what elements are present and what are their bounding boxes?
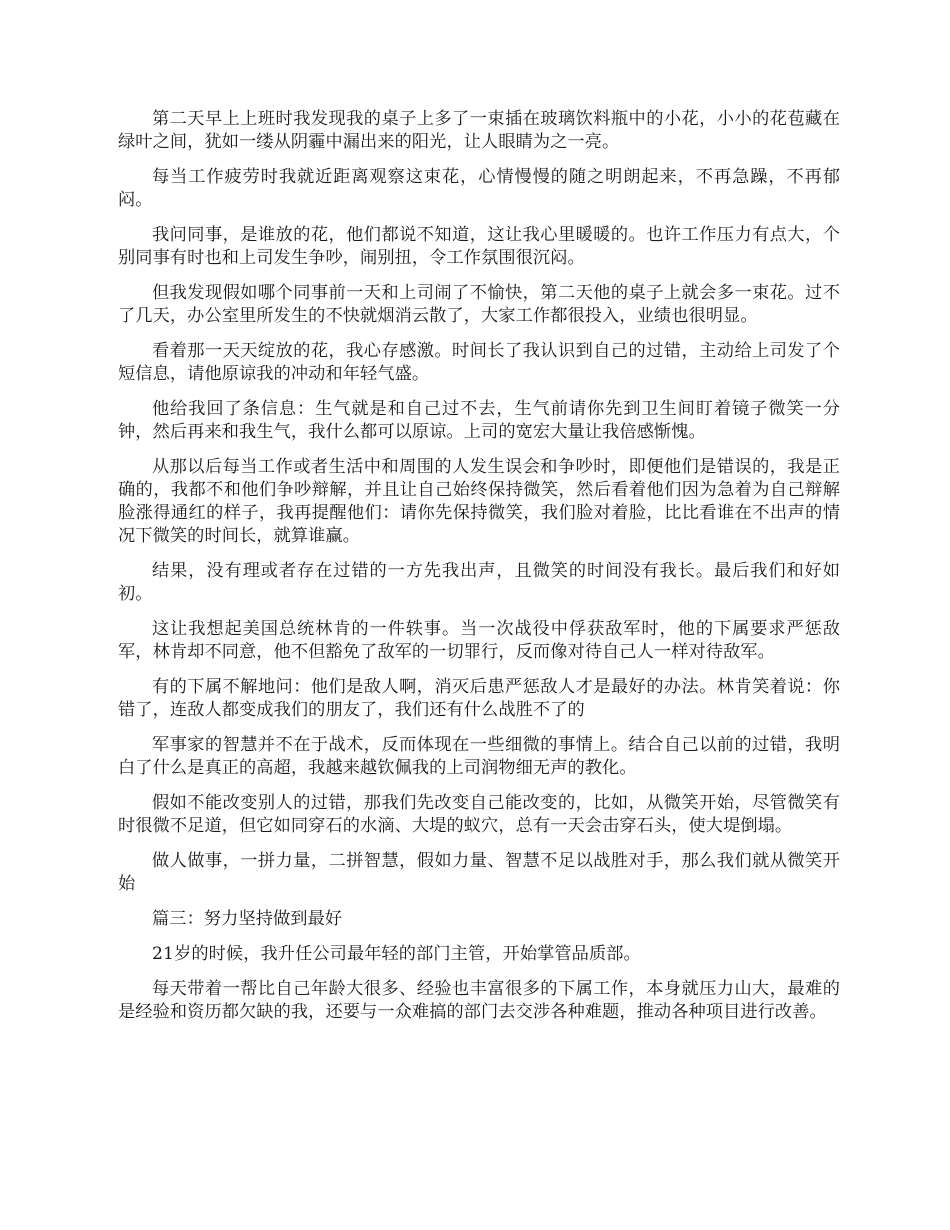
paragraph: 结果，没有理或者存在过错的一方先我出声，且微笑的时间没有我长。最后我们和好如初。 bbox=[118, 561, 840, 604]
paragraph: 从那以后每当工作或者生活中和周围的人发生误会和争吵时，即便他们是错误的，我是正确的，我都不和他们争吵辩解，并且让自己始终保持微笑，然后看着他们因为急着为自己辩解脸涨得通红的样子，我再提醒他们：请你先保持微笑，我们脸对着脸，比比看谁在不出声的情况下微笑的时间长，就算谁赢。 bbox=[118, 457, 840, 546]
paragraph: 假如不能改变别人的过错，那我们先改变自己能改变的，比如，从微笑开始，尽管微笑有时很微不足道，但它如同穿石的水滴、大堤的蚁穴，总有一天会击穿石头，使大堤倒塌。 bbox=[118, 793, 840, 836]
paragraph: 他给我回了条信息：生气就是和自己过不去，生气前请你先到卫生间盯着镜子微笑一分钟，然后再来和我生气，我什么都可以原谅。上司的宽宏大量让我倍感惭愧。 bbox=[118, 399, 840, 442]
paragraph: 这让我想起美国总统林肯的一件轶事。当一次战役中俘获敌军时，他的下属要求严惩敌军，林肯却不同意，他不但豁免了敌军的一切罪行，反而像对待自己人一样对待敌军。 bbox=[118, 619, 840, 662]
paragraph: 做人做事，一拼力量，二拼智慧，假如力量、智慧不足以战胜对手，那么我们就从微笑开始 bbox=[118, 851, 840, 894]
paragraph: 我问同事，是谁放的花，他们都说不知道，这让我心里暖暖的。也许工作压力有点大，个别同事有时也和上司发生争吵，闹别扭，令工作氛围很沉闷。 bbox=[118, 225, 840, 268]
paragraph: 每当工作疲劳时我就近距离观察这束花，心情慢慢的随之明朗起来，不再急躁，不再郁闷。 bbox=[118, 167, 840, 210]
paragraph: 军事家的智慧并不在于战术，反而体现在一些细微的事情上。结合自己以前的过错，我明白了什么是真正的高超，我越来越钦佩我的上司润物细无声的教化。 bbox=[118, 735, 840, 778]
paragraph: 但我发现假如哪个同事前一天和上司闹了不愉快，第二天他的桌子上就会多一束花。过不了几天，办公室里所发生的不快就烟消云散了，大家工作都很投入，业绩也很明显。 bbox=[118, 283, 840, 326]
paragraph: 每天带着一帮比自己年龄大很多、经验也丰富很多的下属工作，本身就压力山大，最难的是经验和资历都欠缺的我，还要与一众难搞的部门去交涉各种难题，推动各种项目进行改善。 bbox=[118, 979, 840, 1022]
document-body bbox=[118, 108, 840, 1036]
paragraph: 21岁的时候，我升任公司最年轻的部门主管，开始掌管品质部。 bbox=[152, 944, 641, 964]
paragraph: 有的下属不解地问：他们是敌人啊，消灭后患严惩敌人才是最好的办法。林肯笑着说：你错了，连敌人都变成我们的朋友了，我们还有什么战胜不了的 bbox=[118, 677, 840, 720]
paragraph: 看着那一天天绽放的花，我心存感激。时间长了我认识到自己的过错，主动给上司发了个短信息，请他原谅我的冲动和年轻气盛。 bbox=[118, 341, 840, 384]
paragraph: 第二天早上上班时我发现我的桌子上多了一束插在玻璃饮料瓶中的小花，小小的花苞藏在绿叶之间，犹如一缕从阴霾中漏出来的阳光，让人眼睛为之一亮。 bbox=[118, 109, 840, 152]
section-heading: 篇三：努力坚持做到最好 bbox=[152, 909, 343, 929]
